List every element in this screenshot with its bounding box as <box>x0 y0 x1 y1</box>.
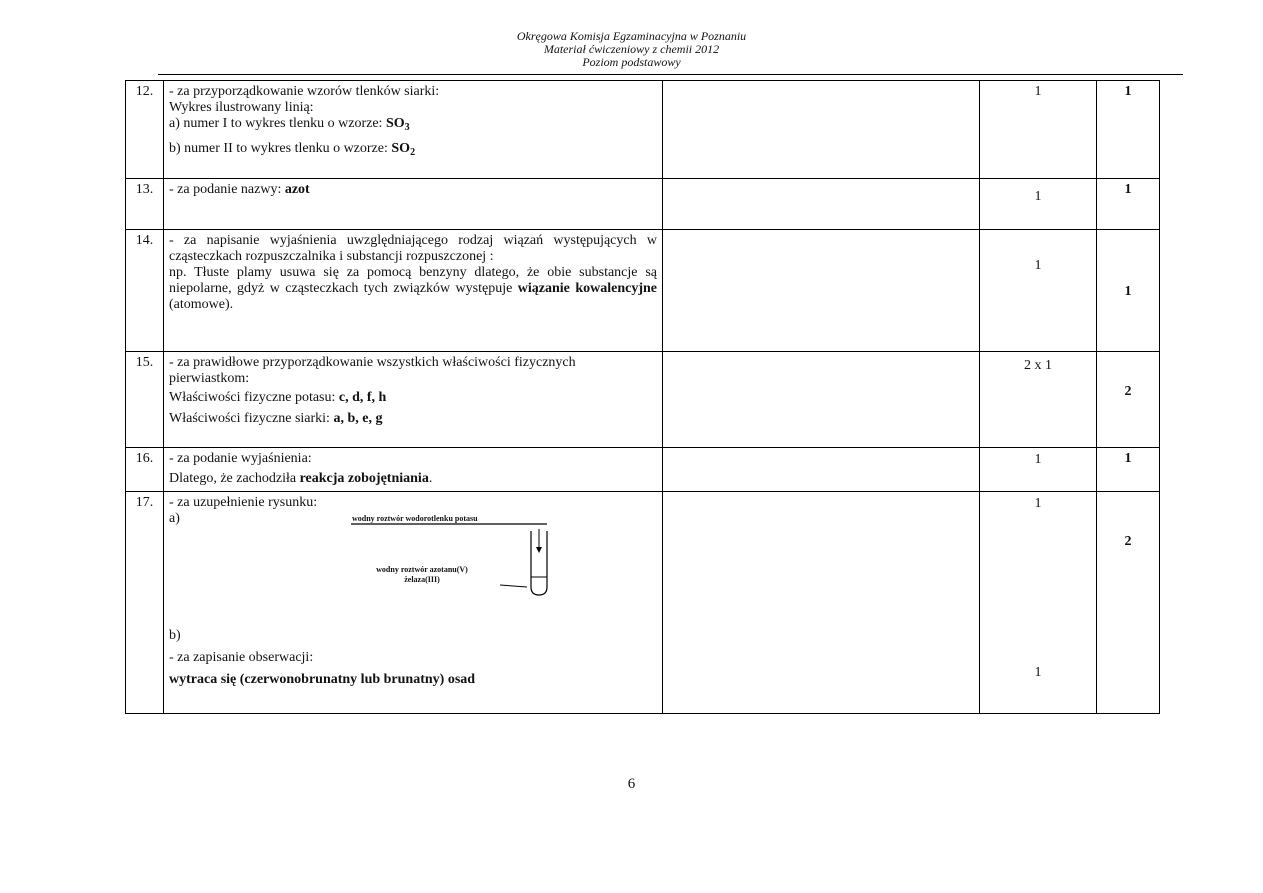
task-number: 17. <box>126 492 164 714</box>
page-number: 6 <box>627 776 636 792</box>
points: 1 <box>980 179 1097 230</box>
table-row <box>126 352 1160 448</box>
task-criteria: - za prawidłowe przyporządkowanie wszystkich właściwości fizycznych pierwiastkom: Właściwości fizyczne potasu: c, d, f, h Właściwości fizyczne siarki: a, b, e, g <box>164 352 663 448</box>
empty-cell <box>663 448 980 492</box>
task-criteria: - za przyporządkowanie wzorów tlenków siarki: Wykres ilustrowany linią: a) numer I to wykres tlenku o wzorze: $SO_3$ b) numer II to wykres tlenku o wzorze: $SO_2$ <box>164 81 663 179</box>
header-material: Materiał ćwiczeniowy z chemii 2012 <box>543 42 720 56</box>
table-row <box>126 492 1160 714</box>
page-header <box>0 30 1263 69</box>
total-score: 1 <box>1097 179 1160 230</box>
table-row <box>126 179 1160 230</box>
task-number: 13. <box>126 179 164 230</box>
header-rule <box>158 74 1183 75</box>
total-score: 1 <box>1097 448 1160 492</box>
table-row <box>126 81 1160 179</box>
points: 1 <box>980 448 1097 492</box>
total-score: 1 <box>1097 81 1160 179</box>
empty-cell <box>663 81 980 179</box>
empty-cell <box>663 230 980 352</box>
header-level: Poziom podstawowy <box>582 55 681 69</box>
total-score: 1 <box>1097 230 1160 352</box>
points: 1 <box>980 230 1097 352</box>
task-criteria: - za podanie nazwy: azot <box>164 179 663 230</box>
total-score: 2 <box>1097 492 1160 714</box>
total-score: 2 <box>1097 352 1160 448</box>
empty-cell <box>663 352 980 448</box>
answer-key-table <box>125 80 1160 714</box>
figure-label-bottom: wodny roztwór azotanu(V) żelaza(III) <box>376 565 468 584</box>
figure-label-top: wodny roztwór wodorotlenku potasu <box>352 514 478 523</box>
subpart-b-label: b) <box>169 628 181 643</box>
table-row <box>126 230 1160 352</box>
task-number: 16. <box>126 448 164 492</box>
task-criteria: - za napisanie wyjaśnienia uwzględniającego rodzaj wiązań występujących w cząsteczkach rozpuszczalnika i substancji rozpuszczonej : np. Tłuste plamy usuwa się za pomocą benzyny dlatego, że obie substancje są niepolarne, gdyż w cząsteczkach tych związków występuje wiązanie kowalencyjne (atomowe). <box>164 230 663 352</box>
task-number: 15. <box>126 352 164 448</box>
task-number: 14. <box>126 230 164 352</box>
header-institution: Okręgowa Komisja Egzaminacyjna w Poznaniu <box>516 29 747 43</box>
empty-cell <box>663 179 980 230</box>
task-criteria: - za uzupełnienie rysunku: a) wodny roztwór wodorotlenku potasu wodny roztwór azotanu(V) żelaza(III) b) - za zapisanie obserwacji: wytraca się (czerwonobrunatny lub brunatny) osad <box>164 492 663 714</box>
task-criteria: - za podanie wyjaśnienia: Dlatego, że zachodziła reakcja zobojętniania. <box>164 448 663 492</box>
table-row <box>126 448 1160 492</box>
points: 1 1 <box>980 492 1097 714</box>
empty-cell <box>663 492 980 714</box>
points: 1 <box>980 81 1097 179</box>
subpart-a-label: a) <box>169 511 180 526</box>
points: 2 x 1 <box>980 352 1097 448</box>
task-number: 12. <box>126 81 164 179</box>
test-tube-figure <box>169 511 657 623</box>
